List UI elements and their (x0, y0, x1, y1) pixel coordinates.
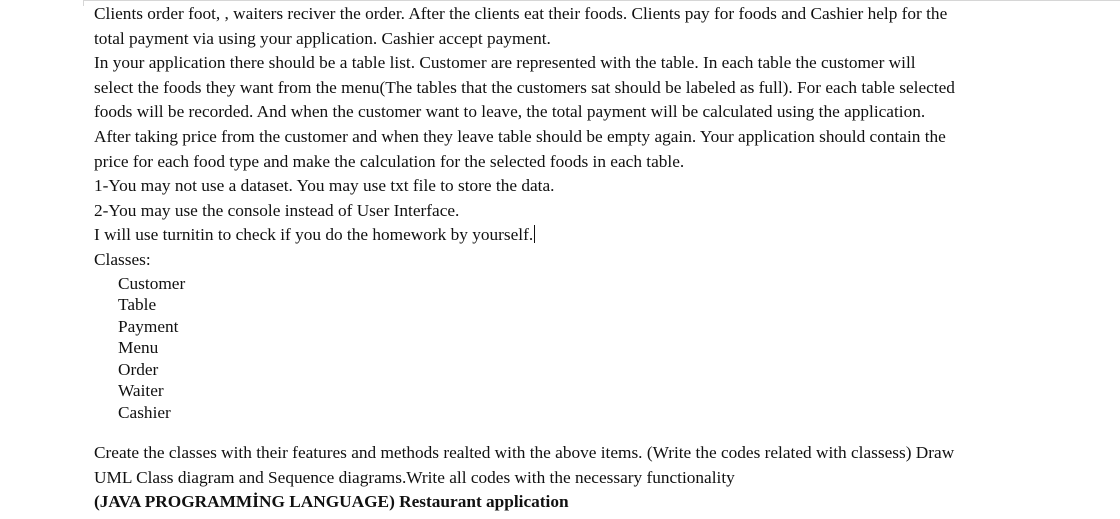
blank-line (94, 423, 1094, 441)
text-line: Clients order foot, , waiters reciver the order. After the clients eat their foods. Clients pay for foods and Cashier help for the (94, 4, 948, 23)
text-line: select the foods they want from the menu(The tables that the customers sat should be labeled as full). For each table selected (94, 77, 955, 97)
text-line-with-cursor (94, 223, 1094, 248)
text-line: UML Class diagram and Sequence diagrams.Write all codes with the necessary functionality (94, 467, 735, 487)
class-item-waiter: Waiter (118, 381, 164, 401)
page-top-border (83, 0, 1120, 1)
text-line: After taking price from the customer and when they leave table should be empty again. Your application should contain the (94, 126, 946, 146)
class-item-table: Table (118, 295, 157, 315)
text-line: In your application there should be a table list. Customer are represented with the table. In each table the customer will (94, 53, 916, 73)
class-item-payment: Payment (118, 316, 179, 336)
text-line: I will use turnitin to check if you do the homework by yourself. (94, 225, 534, 245)
text-line: 1-You may not use a dataset. You may use txt file to store the data. (94, 176, 555, 196)
text-line: foods will be recorded. And when the customer want to leave, the total payment will be calculated using the application. (94, 102, 926, 122)
class-item-menu: Menu (118, 338, 159, 358)
text-line: price for each food type and make the calculation for the selected foods in each table. (94, 151, 685, 171)
text-line: total payment via using your application. Cashier accept payment. (94, 28, 551, 48)
text-line: 2-You may use the console instead of User Interface. (94, 200, 460, 220)
classes-heading: Classes: (94, 249, 151, 269)
class-item-cashier: Cashier (118, 402, 171, 422)
class-item-customer: Customer (118, 273, 186, 293)
bold-title-line: (JAVA PROGRAMMİNG LANGUAGE) Restaurant application (94, 492, 569, 512)
class-list (94, 273, 1094, 424)
document-body[interactable] (94, 2, 1094, 515)
page-corner-mark (83, 0, 84, 6)
text-cursor (534, 225, 535, 243)
class-item-order: Order (118, 359, 159, 379)
text-line: Create the classes with their features and methods realted with the above items. (Write the codes related with classess) Draw (94, 443, 955, 463)
